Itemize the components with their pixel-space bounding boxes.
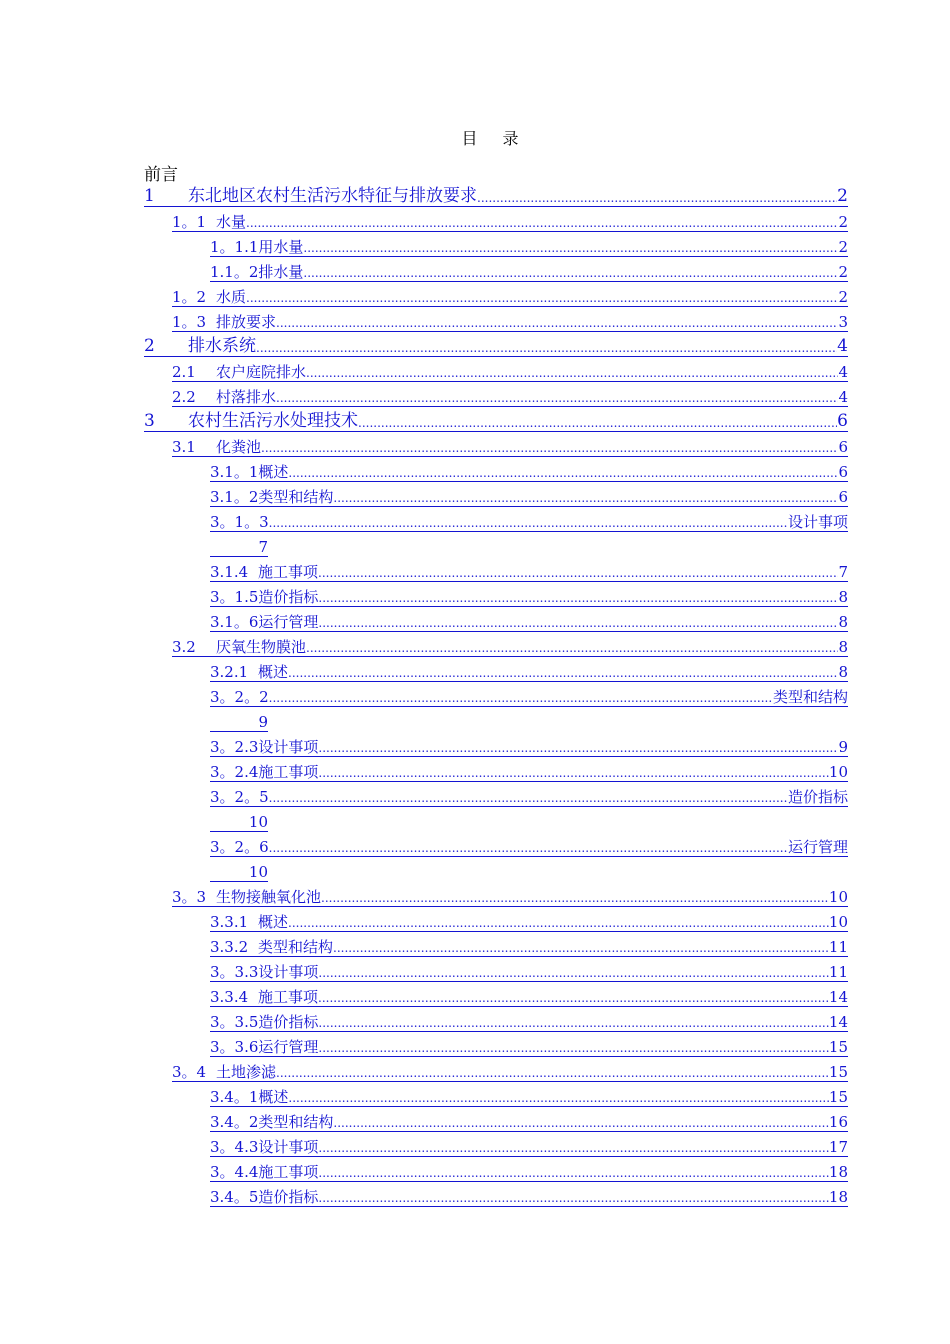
toc-entry-3-1-6[interactable]: 3.1。6运行管理 ..... 8 <box>210 607 848 632</box>
toc-entry-2-2[interactable]: 2.2 村落排水 ..... 4 <box>172 382 848 407</box>
toc-entry-3-2-5[interactable]: 3。2。5 ..... 造价指标 <box>210 782 848 807</box>
toc-entry-3-3-3[interactable]: 3。3.3设计事项 ..... 11 <box>210 957 848 982</box>
toc-entry-3-4-4[interactable]: 3。4.4施工事项 ..... 18 <box>210 1157 848 1182</box>
toc-entry-3-2-5-page[interactable]: 10 <box>210 807 268 832</box>
toc-entry-3-4-2[interactable]: 3.4。2类型和结构 ..... 16 <box>210 1107 848 1132</box>
toc-entry-1-2[interactable]: 1。2 水质 ..... 2 <box>172 282 848 307</box>
toc-entry-3-3-1[interactable]: 3.3.1 概述 ..... 10 <box>210 907 848 932</box>
toc-entry-3-4-3[interactable]: 3。4.3设计事项 ..... 17 <box>210 1132 848 1157</box>
toc-entry-2[interactable]: 2 排水系统 ..... 4 <box>144 332 848 357</box>
toc-entry-1-1[interactable]: 1。1 水量 ..... 2 <box>172 207 848 232</box>
toc-entry-1-1-1[interactable]: 1。1.1用水量 ..... 2 <box>210 232 848 257</box>
toc-entry-3-3[interactable]: 3。3 生物接触氧化池 ..... 10 <box>172 882 848 907</box>
preface-heading: 前言 <box>144 165 178 185</box>
toc-entry-3-1[interactable]: 3.1 化粪池 ..... 6 <box>172 432 848 457</box>
toc-entry-3-2[interactable]: 3.2 厌氧生物膜池 ..... 8 <box>172 632 848 657</box>
toc-entry-3-2-2[interactable]: 3。2。2 ..... 类型和结构 <box>210 682 848 707</box>
toc-entry-3-1-1[interactable]: 3.1。1概述 ..... 6 <box>210 457 848 482</box>
toc-entry-3-1-3-page[interactable]: 7 <box>210 532 268 557</box>
toc-entry-2-1[interactable]: 2.1 农户庭院排水 ..... 4 <box>172 357 848 382</box>
toc-entry-1-3[interactable]: 1。3 排放要求 ..... 3 <box>172 307 848 332</box>
toc-entry-3-2-4[interactable]: 3。2.4施工事项 ..... 10 <box>210 757 848 782</box>
toc-entry-3-3-6[interactable]: 3。3.6运行管理 ..... 15 <box>210 1032 848 1057</box>
toc-entry-3-2-6-page[interactable]: 10 <box>210 857 268 882</box>
toc-entry-3-4[interactable]: 3。4 土地渗滤 ..... 15 <box>172 1057 848 1082</box>
toc-entry-3-2-1[interactable]: 3.2.1 概述 ..... 8 <box>210 657 848 682</box>
toc-entry-3-3-5[interactable]: 3。3.5造价指标 ..... 14 <box>210 1007 848 1032</box>
toc-entry-3[interactable]: 3 农村生活污水处理技术 ..... 6 <box>144 407 848 432</box>
toc-entry-3-1-3[interactable]: 3。1。3 ..... 设计事项 <box>210 507 848 532</box>
toc-entry-3-1-5[interactable]: 3。1.5造价指标 ..... 8 <box>210 582 848 607</box>
toc-entry-3-2-6[interactable]: 3。2。6 ..... 运行管理 <box>210 832 848 857</box>
toc-entry-3-1-2[interactable]: 3.1。2类型和结构 ..... 6 <box>210 482 848 507</box>
toc-entry-3-4-1[interactable]: 3.4。1概述 ..... 15 <box>210 1082 848 1107</box>
toc-entry-3-3-4[interactable]: 3.3.4 施工事项 ..... 14 <box>210 982 848 1007</box>
toc-title: 目 录 <box>461 129 529 148</box>
toc-entry-3-2-2-page[interactable]: 9 <box>210 707 268 732</box>
toc-entry-3-3-2[interactable]: 3.3.2 类型和结构 ..... 11 <box>210 932 848 957</box>
toc-entry-3-4-5[interactable]: 3.4。5造价指标 ..... 18 <box>210 1182 848 1207</box>
toc-entry-1-1-2[interactable]: 1.1。2排水量 ..... 2 <box>210 257 848 282</box>
toc-entry-1[interactable]: 1 东北地区农村生活污水特征与排放要求 ..... 2 <box>144 182 848 207</box>
toc-entry-3-1-4[interactable]: 3.1.4 施工事项 ..... 7 <box>210 557 848 582</box>
toc-entry-3-2-3[interactable]: 3。2.3设计事项 ..... 9 <box>210 732 848 757</box>
